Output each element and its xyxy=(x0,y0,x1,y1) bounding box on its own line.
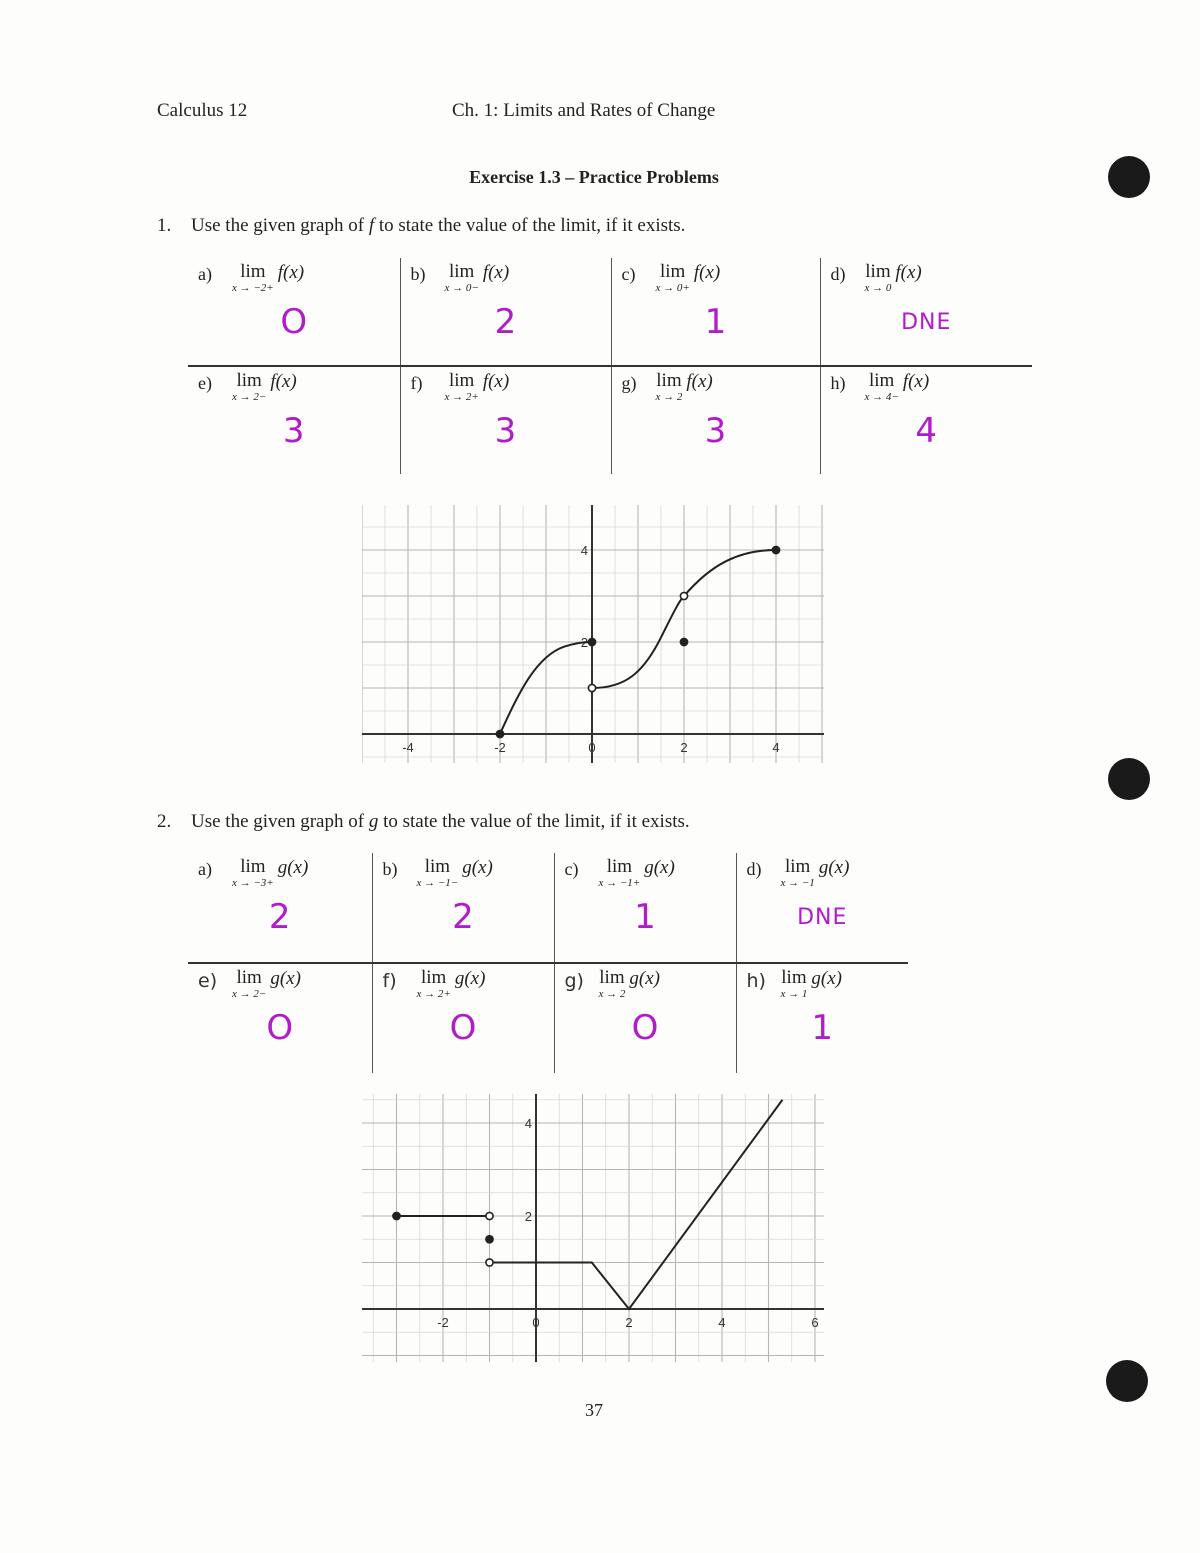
open-point xyxy=(680,592,687,599)
open-point xyxy=(486,1212,493,1219)
lim-word: lim xyxy=(865,261,891,282)
limit-cell xyxy=(188,963,372,1073)
function-expression: f(x) xyxy=(693,262,721,283)
lim-word: lim xyxy=(659,261,686,282)
handwritten-answer: 1 xyxy=(634,897,656,937)
limit-approach: x → 2 xyxy=(598,988,626,1000)
question-number: 2. xyxy=(157,811,172,832)
function-expression: g(x) xyxy=(270,968,301,989)
course-name: Calculus 12 xyxy=(157,100,248,121)
x-tick-label: 2 xyxy=(680,740,688,755)
x-tick-label: 0 xyxy=(588,740,596,755)
binder-hole xyxy=(1106,1360,1148,1402)
lim-word: lim xyxy=(236,967,262,988)
question-1-prompt: 1. Use the given graph of f to state the value of the limit, if it exists. xyxy=(157,215,686,236)
closed-point xyxy=(393,1212,400,1219)
limit-expression xyxy=(232,371,266,403)
lim-word: lim xyxy=(236,370,262,391)
handwritten-answer: DNE xyxy=(797,905,848,930)
lim-word: lim xyxy=(240,261,266,282)
closed-point xyxy=(680,638,687,645)
function-expression: f(x) xyxy=(277,262,305,283)
handwritten-answer: 4 xyxy=(915,411,938,451)
lim-word: lim xyxy=(656,370,682,391)
limit-approach: x → 2 xyxy=(655,391,683,403)
open-point xyxy=(486,1259,493,1266)
handwritten-answer: 2 xyxy=(452,897,474,937)
item-label: f) xyxy=(410,373,423,393)
x-tick-label: 2 xyxy=(625,1315,633,1330)
limit-expression xyxy=(445,371,479,403)
limit-approach: x → 4− xyxy=(864,391,899,403)
y-tick-label: 4 xyxy=(524,1116,532,1131)
item-label: e) xyxy=(198,970,218,992)
function-expression: f(x) xyxy=(270,371,297,392)
limit-cell xyxy=(400,258,611,366)
closed-point xyxy=(588,638,595,645)
lim-word: lim xyxy=(424,856,451,877)
graph-of-g xyxy=(362,1094,824,1362)
item-label: g) xyxy=(564,970,584,992)
function-expression: f(x) xyxy=(895,262,922,283)
limit-expression xyxy=(865,262,892,294)
function-expression: g(x) xyxy=(811,968,842,989)
question-number: 1. xyxy=(157,215,172,236)
limit-expression xyxy=(232,857,274,889)
limit-approach: x → −1− xyxy=(416,877,459,889)
limit-approach: x → −1+ xyxy=(598,877,641,889)
item-label: a) xyxy=(198,264,212,284)
item-label: f) xyxy=(382,970,397,992)
question-2-prompt: 2. Use the given graph of g to state the value of the limit, if it exists. xyxy=(157,811,690,832)
limit-expression xyxy=(656,371,683,403)
limit-approach: x → 0 xyxy=(864,282,892,294)
limit-cell xyxy=(188,853,372,963)
handwritten-answer: 2 xyxy=(268,897,291,937)
limit-cell xyxy=(611,366,820,474)
handwritten-answer: 2 xyxy=(494,302,517,342)
handwritten-answer: O xyxy=(280,302,308,342)
x-tick-label: 6 xyxy=(811,1315,819,1330)
limit-cell xyxy=(188,366,400,474)
item-label: h) xyxy=(830,373,846,393)
limit-approach: x → 0− xyxy=(444,282,479,294)
item-label: h) xyxy=(746,970,766,992)
handwritten-answer: 1 xyxy=(704,302,727,342)
x-tick-label: 4 xyxy=(772,740,780,755)
limit-cell xyxy=(736,853,908,963)
function-expression: g(x) xyxy=(454,968,486,989)
item-label: d) xyxy=(830,264,846,284)
handwritten-answer: 3 xyxy=(494,411,517,451)
x-tick-label: -4 xyxy=(402,740,414,755)
exercise-title: Exercise 1.3 – Practice Problems xyxy=(469,167,719,187)
limit-expression xyxy=(599,857,641,889)
limit-cell xyxy=(820,258,1032,366)
limit-expression xyxy=(445,262,479,294)
lim-word: lim xyxy=(781,967,807,988)
lim-word: lim xyxy=(868,370,895,391)
limit-cell xyxy=(372,963,554,1073)
limit-cell xyxy=(554,963,736,1073)
function-expression: g(x) xyxy=(629,968,660,989)
limit-cell xyxy=(611,258,820,366)
limit-cell xyxy=(820,366,1032,474)
limit-approach: x → −3+ xyxy=(232,877,274,889)
item-label: c) xyxy=(621,264,636,284)
binder-hole xyxy=(1108,758,1150,800)
lim-word: lim xyxy=(448,370,475,391)
closed-point xyxy=(772,546,779,553)
item-label: d) xyxy=(746,859,762,879)
graph-of-f xyxy=(362,505,824,763)
x-tick-label: 0 xyxy=(532,1315,540,1330)
item-label: a) xyxy=(198,859,212,879)
limit-expression xyxy=(781,857,815,889)
handwritten-answer: O xyxy=(266,1008,294,1048)
y-tick-label: 4 xyxy=(580,543,588,558)
limit-cell xyxy=(188,258,400,366)
item-label: c) xyxy=(564,859,579,879)
handwritten-answer: 3 xyxy=(704,411,727,451)
function-expression: g(x) xyxy=(644,857,675,878)
limit-expression xyxy=(865,371,899,403)
item-label: b) xyxy=(410,264,426,284)
handwritten-answer: 1 xyxy=(811,1008,834,1048)
limit-approach: x → 1 xyxy=(780,988,808,1000)
item-label: b) xyxy=(382,859,398,879)
limit-expression xyxy=(232,968,266,1000)
limit-expression xyxy=(781,968,808,1000)
closed-point xyxy=(486,1236,493,1243)
limit-approach: x → 2+ xyxy=(444,391,479,403)
function-name: f xyxy=(368,215,375,236)
limit-approach: x → −2+ xyxy=(232,282,274,294)
limit-expression xyxy=(232,262,274,294)
limit-approach: x → 2− xyxy=(232,988,267,1000)
question-1-limits-table xyxy=(188,258,1032,474)
limit-approach: x → −1 xyxy=(780,877,815,889)
limit-approach: x → 2+ xyxy=(416,988,451,1000)
question-2-limits-table xyxy=(188,853,908,1073)
limit-approach: x → 2− xyxy=(232,391,267,403)
limit-cell xyxy=(400,366,611,474)
function-expression: f(x) xyxy=(902,371,930,392)
lim-word: lim xyxy=(420,967,447,988)
lim-word: lim xyxy=(599,967,625,988)
open-point xyxy=(588,684,595,691)
y-tick-label: 2 xyxy=(580,635,588,650)
lim-word: lim xyxy=(448,261,475,282)
binder-hole xyxy=(1108,156,1150,198)
limit-expression xyxy=(599,968,626,1000)
y-tick-label: 2 xyxy=(524,1209,532,1224)
x-tick-label: -2 xyxy=(437,1315,449,1330)
limit-expression xyxy=(417,857,459,889)
limit-cell xyxy=(736,963,908,1073)
lim-word: lim xyxy=(606,856,633,877)
page-number: 37 xyxy=(585,1400,603,1420)
lim-word: lim xyxy=(240,856,266,877)
handwritten-answer: O xyxy=(449,1008,477,1048)
lim-word: lim xyxy=(784,856,811,877)
function-expression: f(x) xyxy=(482,371,510,392)
x-tick-label: 4 xyxy=(718,1315,726,1330)
handwritten-answer: 3 xyxy=(282,411,305,451)
function-expression: g(x) xyxy=(277,857,309,878)
limit-cell xyxy=(554,853,736,963)
function-expression: f(x) xyxy=(686,371,713,392)
item-label: g) xyxy=(621,373,637,393)
handwritten-answer: DNE xyxy=(901,310,952,335)
item-label: e) xyxy=(198,373,212,393)
function-expression: f(x) xyxy=(482,262,510,283)
function-name: g xyxy=(368,811,379,832)
handwritten-answer: O xyxy=(631,1008,659,1048)
closed-point xyxy=(496,730,503,737)
limit-expression xyxy=(656,262,690,294)
g-segment-right xyxy=(490,1100,783,1309)
limit-approach: x → 0+ xyxy=(655,282,690,294)
limit-expression xyxy=(417,968,451,1000)
function-expression: g(x) xyxy=(462,857,493,878)
function-expression: g(x) xyxy=(818,857,850,878)
limit-cell xyxy=(372,853,554,963)
x-tick-label: -2 xyxy=(494,740,506,755)
chapter-title: Ch. 1: Limits and Rates of Change xyxy=(452,100,716,121)
